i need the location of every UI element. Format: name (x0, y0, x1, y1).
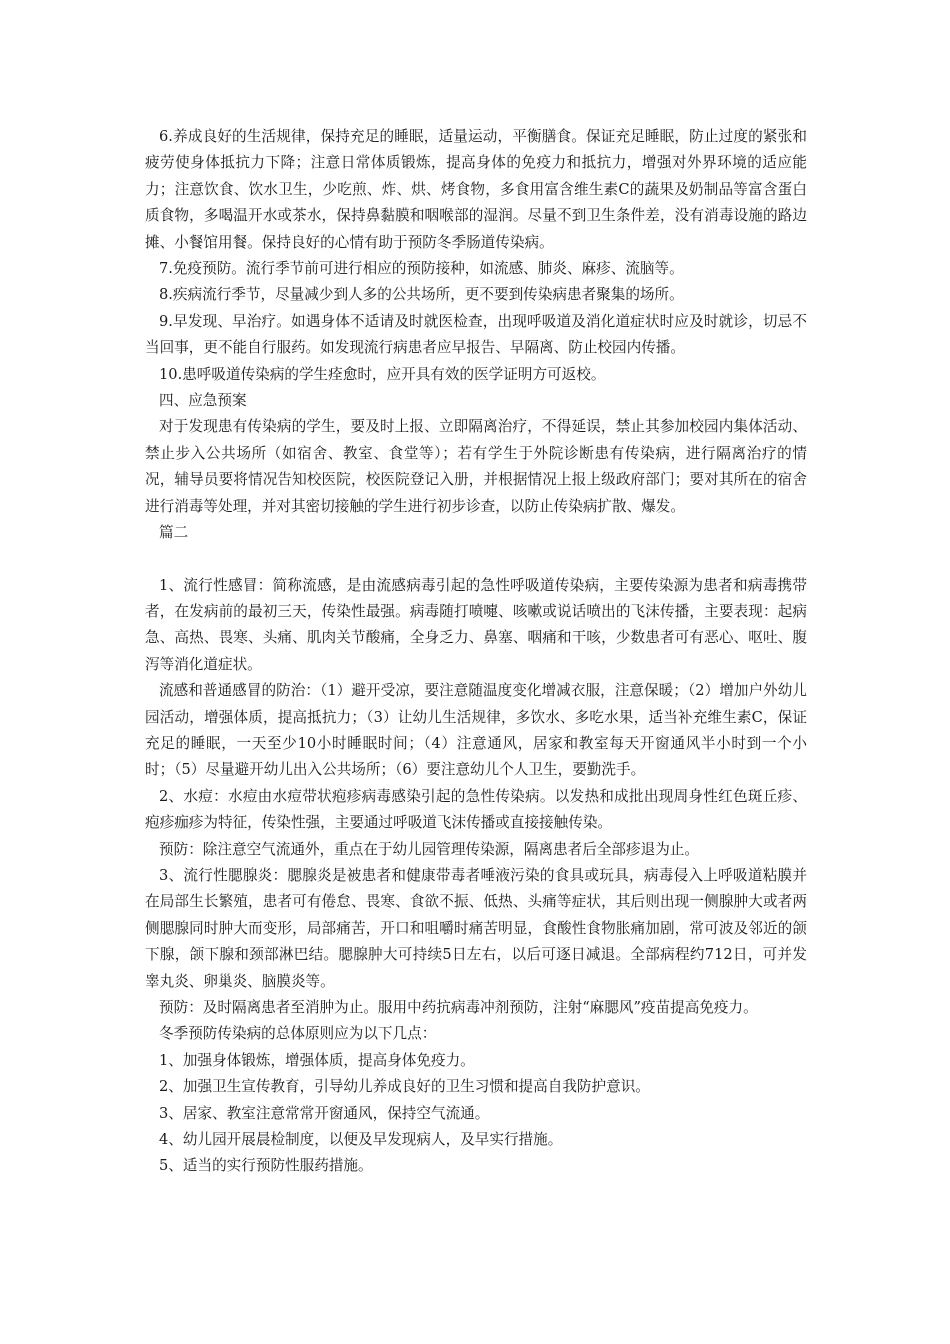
paragraph-chickenpox: 2、水痘：水痘由水痘带状疱疹病毒感染引起的急性传染病。以发热和成批出现周身性红色斑丘疹、疱疹痂疹为特征，传染性强，主要通过呼吸道飞沫传播或直接接触传染。 (145, 787, 807, 832)
paragraph-item-10: 10.患呼吸道传染病的学生痊愈时，应开具有效的医学证明方可返校。 (159, 365, 606, 383)
principle-item-1: 1、加强身体锻炼，增强体质，提高身体免疫力。 (159, 1051, 475, 1069)
paragraph-emergency-plan: 对于发现患有传染病的学生，要及时上报、立即隔离治疗，不得延误，禁止其参加校园内集体活动、禁止步入公共场所（如宿舍、教室、食堂等）；若有学生于外院诊断患有传染病，进行隔离治疗的情况，辅导员要将情况告知校医院，校医院登记入册，并根据情况上报上级政府部门；要对其所在的宿舍进行消毒等处理，并对其密切接触的学生进行初步诊查，以防止传染病扩散、爆发。 (145, 418, 807, 515)
principle-item-4: 4、幼儿园开展晨检制度，以便及早发现病人，及早实行措施。 (159, 1131, 563, 1149)
paragraph-item-7: 7.免疫预防。流行季节前可进行相应的预防接种，如流感、肺炎、麻疹、流脑等。 (159, 260, 684, 278)
paragraph-principles-heading: 冬季预防传染病的总体原则应为以下几点： (159, 1025, 437, 1043)
paragraph-chickenpox-prevention: 预防：除注意空气流通外，重点在于幼儿园管理传染源，隔离患者后全部疹退为止。 (159, 840, 699, 858)
blank-line (145, 547, 807, 573)
paragraph-mumps-prevention: 预防：及时隔离患者至消肿为止。服用中药抗病毒冲剂预防，注射“麻腮风”疫苗提高免疫力。 (159, 999, 758, 1016)
paragraph-item-6: 6.养成良好的生活规律，保持充足的睡眠，适量运动，平衡膳食。保证充足睡眠，防止过度的紧张和疲劳使身体抵抗力下降；注意日常体质锻炼，提高身体的免疫力和抵抗力，增强对外界环境的适应能力；注意饮食、饮水卫生，少吃煎、炸、烘、烤食物，多食用富含维生素C的蔬果及奶制品等富含蛋白质食物，多喝温开水或茶水，保持鼻黏膜和咽喉部的湿润。尽量不到卫生条件差，没有消毒设施的路边摊、小餐馆用餐。保持良好的心情有助于预防冬季肠道传染病。 (145, 128, 807, 251)
paragraph-item-9: 9.早发现、早治疗。如遇身体不适请及时就医检查，出现呼吸道及消化道症状时应及时就诊，切忌不当回事，更不能自行服药。如发现流行病患者应早报告、早隔离、防止校园内传播。 (145, 312, 807, 357)
paragraph-mumps: 3、流行性腮腺炎：腮腺炎是被患者和健康带毒者唾液污染的食具或玩具，病毒侵入上呼吸道粘膜并在局部生长繁殖，患者可有倦怠、畏寒、食欲不振、低热、头痛等症状，其后则出现一侧腺肿大或者两侧腮腺同时肿大而变形，局部痛苦，开口和咀嚼时痛苦明显，食酸性食物胀痛加剧，常可波及邻近的颌下腺，颌下腺和颈部淋巴结。腮腺肿大可持续5日左右，以后可逐日减退。全部病程约712日，可并发睾丸炎、卵巢炎、脑膜炎等。 (145, 866, 807, 990)
paragraph-flu-prevention: 流感和普通感冒的防治：（1）避开受凉，要注意随温度变化增减衣服，注意保暖；（2）增加户外幼儿园活动，增强体质，提高抵抗力；（3）让幼儿生活规律，多饮水、多吃水果，适当补充维生素C，保证充足的睡眠，一天至少10小时睡眠时间；（4）注意通风，居家和教室每天开窗通风半小时到一个小时；（5）尽量避开幼儿出入公共场所；（6）要注意幼儿个人卫生，要勤洗手。 (145, 682, 807, 779)
paragraph-flu: 1、流行性感冒：简称流感，是由流感病毒引起的急性呼吸道传染病，主要传染源为患者和病毒携带者，在发病前的最初三天，传染性最强。病毒随打喷嚏、咳嗽或说话喷出的飞沫传播，主要表现：起病急、高热、畏寒、头痛、肌肉关节酸痛，全身乏力、鼻塞、咽痛和干咳，少数患者可有恶心、呕吐、腹泻等消化道症状。 (145, 576, 807, 673)
principle-item-5: 5、适当的实行预防性服药措施。 (159, 1157, 373, 1175)
section-heading-part-two: 篇二 (159, 524, 189, 542)
principle-item-3: 3、居家、教室注意常常开窗通风，保持空气流通。 (159, 1104, 490, 1122)
paragraph-item-8: 8.疾病流行季节，尽量减少到人多的公共场所，更不要到传染病患者聚集的场所。 (159, 286, 684, 304)
document-page (145, 124, 807, 1180)
principle-item-2: 2、加强卫生宣传教育，引导幼儿养成良好的卫生习惯和提高自我防护意识。 (159, 1078, 650, 1096)
section-heading-emergency: 四、应急预案 (159, 392, 247, 410)
